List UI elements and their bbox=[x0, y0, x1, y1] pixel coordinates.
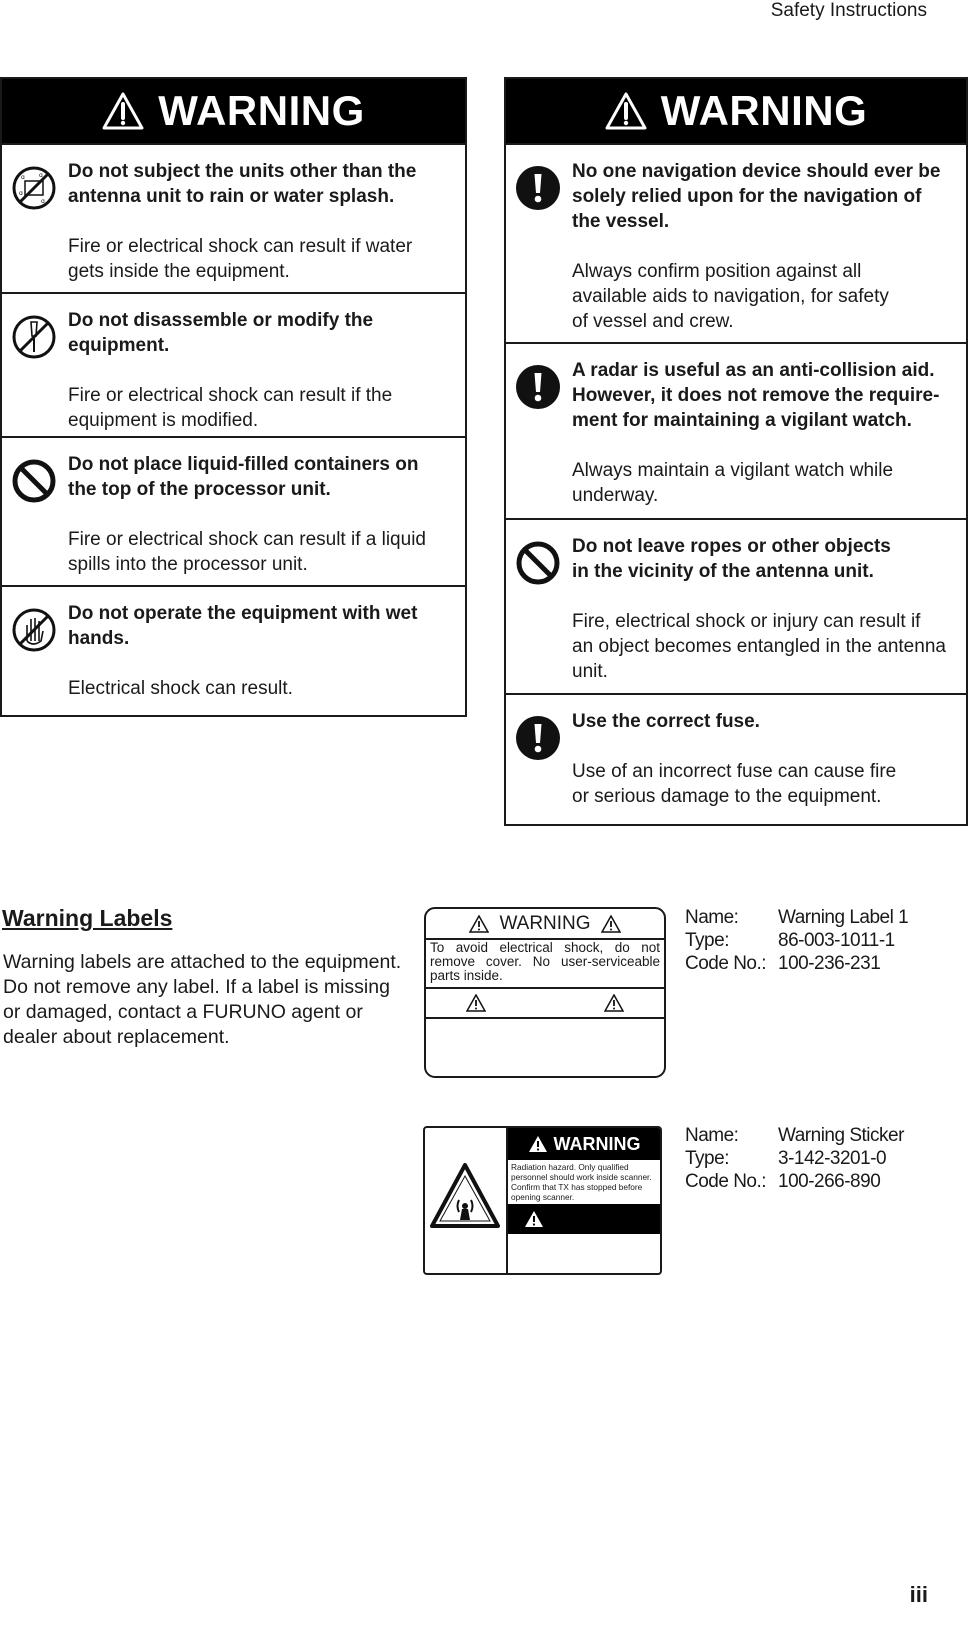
radiation-hazard-icon bbox=[429, 1162, 501, 1230]
warning-triangle-icon bbox=[524, 1210, 544, 1228]
warning-item-title: A radar is useful as an anti-collision aid. However, it does not remove the require- ment for maintaining a vigilant watch. bbox=[572, 360, 940, 431]
warning-item-wet-hands bbox=[2, 585, 465, 715]
prohibited-icon bbox=[11, 458, 57, 504]
warning-label-1-illustration bbox=[424, 907, 666, 1078]
warning-triangle-icon bbox=[102, 92, 144, 130]
warning-item-title: Do not place liquid-filled containers on the top of the processor unit. bbox=[68, 454, 419, 500]
prohibited-icon bbox=[515, 540, 561, 586]
warning-item-radar-watch bbox=[506, 342, 966, 518]
warning-item-title: Do not disassemble or modify the equipment. bbox=[68, 310, 374, 356]
sticker-heading bbox=[508, 1128, 660, 1160]
warning-item-body: Always maintain a vigilant watch while underway. bbox=[572, 460, 894, 506]
svg-text:ɑ: ɑ bbox=[21, 174, 25, 181]
spec-value: 3-142-3201-0 bbox=[778, 1148, 887, 1169]
svg-text:ɑ: ɑ bbox=[41, 198, 45, 205]
label1-heading-text: WARNING bbox=[499, 912, 591, 934]
warning-labels-heading: Warning Labels bbox=[2, 905, 173, 931]
warning-item-title: Do not subject the units other than the antenna unit to rain or water splash. bbox=[68, 161, 417, 207]
warning-item-disassemble bbox=[2, 292, 465, 436]
warning-triangle-icon bbox=[605, 92, 647, 130]
sticker-symbol-bar bbox=[508, 1204, 660, 1234]
spec-value: 100-236-231 bbox=[778, 953, 881, 974]
spec-value: 86-003-1011-1 bbox=[778, 930, 895, 951]
warning-item-body: Fire, electrical shock or injury can result if an object becomes entangled in the antenna unit. bbox=[572, 611, 946, 682]
spec-key: Code No.: bbox=[685, 953, 767, 974]
spec-row bbox=[685, 1170, 904, 1193]
spec-row bbox=[685, 929, 908, 952]
warning-triangle-icon bbox=[601, 915, 621, 933]
warning-heading bbox=[506, 79, 966, 143]
warning-item-title: Use the correct fuse. bbox=[572, 711, 760, 732]
warning-triangle-icon bbox=[469, 915, 489, 933]
spec-value: Warning Sticker bbox=[778, 1125, 904, 1146]
label1-text: To avoid electrical shock, do not remove cover. No user-serviceable parts inside. bbox=[426, 940, 664, 989]
mandatory-exclamation-icon bbox=[515, 715, 561, 761]
warning-item-body: Fire or electrical shock can result if a liquid spills into the processor unit. bbox=[68, 529, 426, 575]
mandatory-exclamation-icon bbox=[515, 364, 561, 410]
no-wet-hands-icon bbox=[11, 607, 57, 653]
label2-spec bbox=[685, 1124, 904, 1193]
spec-row bbox=[685, 1147, 904, 1170]
warning-item-title: Do not leave ropes or other objects in the vicinity of the antenna unit. bbox=[572, 536, 891, 582]
warning-item-body: Fire or electrical shock can result if the equipment is modified. bbox=[68, 385, 393, 431]
page-number: iii bbox=[909, 1582, 928, 1607]
warning-triangle-icon bbox=[604, 994, 624, 1012]
warning-sticker-illustration bbox=[423, 1126, 662, 1275]
label1-spec bbox=[685, 906, 908, 975]
spec-value: 100-266-890 bbox=[778, 1171, 881, 1192]
warning-item-water-splash bbox=[2, 143, 465, 292]
warning-labels-description: Warning labels are attached to the equipment. Do not remove any label. If a label is missing or damaged, contact a FURUNO agent or dealer about replacement. bbox=[3, 951, 402, 1048]
warning-heading bbox=[2, 79, 465, 143]
warning-triangle-icon bbox=[528, 1135, 548, 1153]
warning-item-body: Always confirm position against all available aids to navigation, for safety of vessel and crew. bbox=[572, 261, 889, 332]
label1-symbol-row bbox=[426, 989, 664, 1019]
warning-item-body: Use of an incorrect fuse can cause fire or serious damage to the equipment. bbox=[572, 761, 897, 807]
mandatory-exclamation-icon bbox=[515, 165, 561, 211]
sticker-text: Radiation hazard. Only qualified personnel should work inside scanner. Confirm that TX has stopped before opening scanner. bbox=[511, 1162, 652, 1202]
spec-row bbox=[685, 952, 908, 975]
spec-key: Code No.: bbox=[685, 1171, 767, 1192]
left-warning-box bbox=[0, 77, 467, 717]
warning-item-title: No one navigation device should ever be solely relied upon for the navigation of the vessel. bbox=[572, 161, 941, 232]
warning-item-liquid-containers bbox=[2, 436, 465, 585]
spec-key: Name: bbox=[685, 907, 739, 928]
page-header-title: Safety Instructions bbox=[770, 0, 927, 21]
right-warning-box bbox=[504, 77, 968, 826]
sticker-text-panel bbox=[508, 1128, 660, 1273]
spec-key: Type: bbox=[685, 1148, 729, 1169]
spec-key: Name: bbox=[685, 1125, 739, 1146]
warning-heading-text: WARNING bbox=[158, 87, 365, 134]
warning-heading-text: WARNING bbox=[660, 87, 868, 134]
water-splash-prohibited-icon bbox=[11, 165, 57, 211]
warning-item-ropes bbox=[506, 518, 966, 693]
spec-key: Type: bbox=[685, 930, 729, 951]
spec-value: Warning Label 1 bbox=[778, 907, 909, 928]
warning-item-navigation bbox=[506, 143, 966, 342]
spec-row bbox=[685, 1124, 904, 1147]
label1-heading bbox=[426, 909, 664, 940]
sticker-radiation-panel bbox=[425, 1128, 508, 1273]
warning-item-body: Electrical shock can result. bbox=[68, 678, 293, 699]
sticker-heading-text: WARNING bbox=[553, 1133, 641, 1154]
warning-item-fuse bbox=[506, 693, 966, 824]
warning-item-body: Fire or electrical shock can result if water gets inside the equipment. bbox=[68, 236, 413, 282]
warning-item-title: Do not operate the equipment with wet hands. bbox=[68, 603, 418, 649]
svg-text:ɑ: ɑ bbox=[19, 190, 23, 197]
svg-text:ɑ: ɑ bbox=[39, 172, 43, 179]
warning-triangle-icon bbox=[466, 994, 486, 1012]
spec-row bbox=[685, 906, 908, 929]
no-disassembly-icon bbox=[11, 314, 57, 360]
